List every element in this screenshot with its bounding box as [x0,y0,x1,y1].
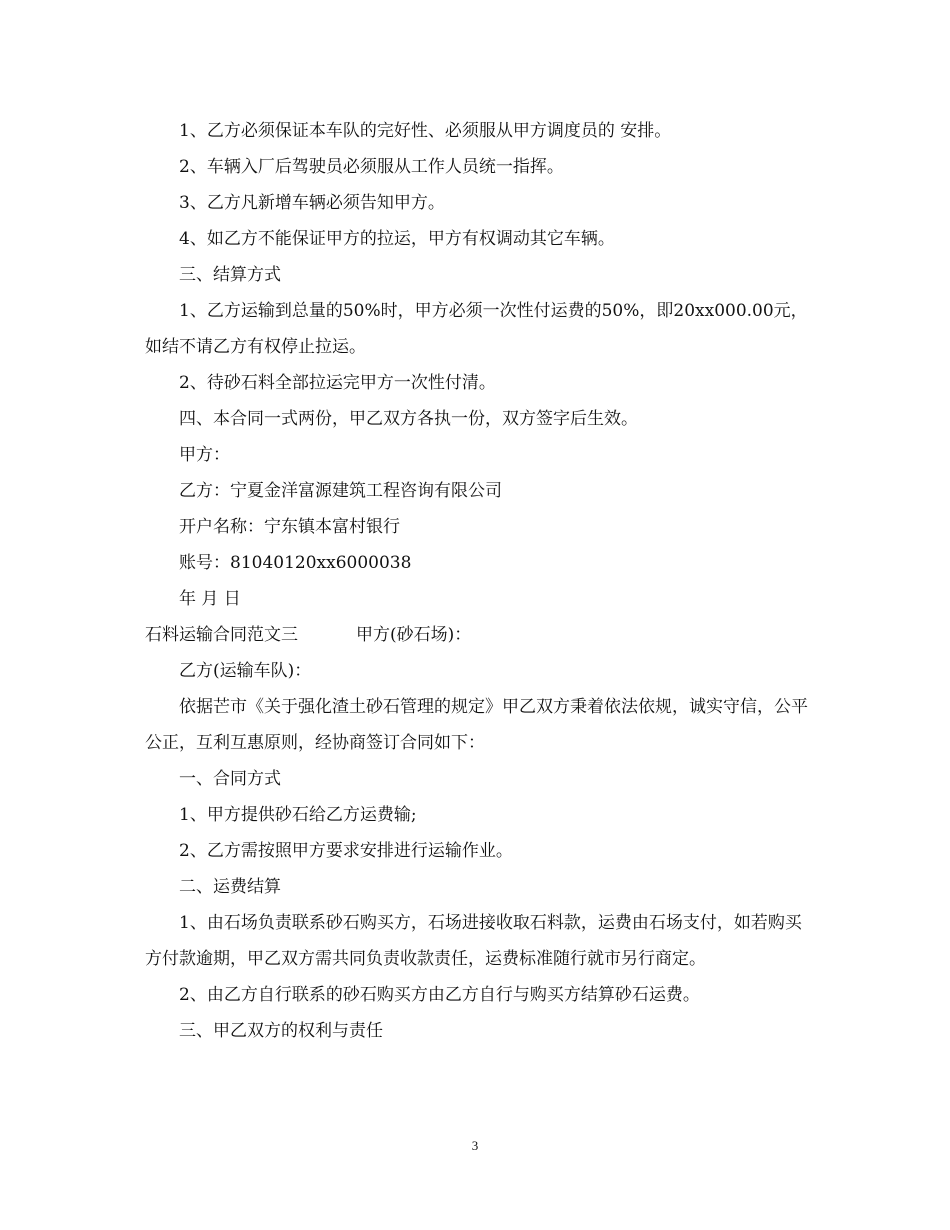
section-heading-rights: 三、甲乙双方的权利与责任 [179,1021,383,1041]
document-body [145,113,810,1049]
clause-paragraph: 3、乙方凡新增车辆必须告知甲方。 [179,193,445,213]
account-name: 开户名称：宁东镇本富村银行 [179,517,400,537]
clause-paragraph: 4、如乙方不能保证甲方的拉运，甲方有权调动其它车辆。 [179,229,615,249]
date-line: 年 月 日 [179,589,241,609]
clause-paragraph: 1、由石场负责联系砂石购买方，石场进接收取石料款，运费由石场支付，如若购买方付款逾期，甲乙双方需共同负责收款责任，运费标准随行就市另行商定。 [145,913,802,969]
section-heading-contract-method: 一、合同方式 [179,769,281,789]
section-heading-freight-settlement: 二、运费结算 [179,877,281,897]
party-a-label: 甲方： [179,445,230,465]
section-party-a: 甲方(砂石场)： [356,625,472,645]
clause-paragraph: 1、乙方运输到总量的50%时，甲方必须一次性付运费的50%，即20xx000.00元，如结不请乙方有权停止拉运。 [145,301,808,357]
section-title-row [145,617,810,653]
page-number: 3 [471,1138,479,1153]
clause-paragraph: 1、乙方必须保证本车队的完好性、必须服从甲方调度员的 安排。 [179,121,672,141]
clause-paragraph: 依据芒市《关于强化渣土砂石管理的规定》甲乙双方秉着依法依规，诚实守信，公平公正，互利互惠原则，经协商签订合同如下： [145,697,808,753]
clause-paragraph: 2、待砂石料全部拉运完甲方一次性付清。 [179,373,496,393]
account-number: 账号：81040120xx6000038 [179,553,412,573]
clause-paragraph: 2、车辆入厂后驾驶员必须服从工作人员统一指挥。 [179,157,564,177]
clause-paragraph: 四、本合同一式两份，甲乙双方各执一份，双方签字后生效。 [179,409,638,429]
party-b-label: 乙方(运输车队)： [179,661,312,681]
clause-paragraph: 1、甲方提供砂石给乙方运费输; [179,805,417,825]
clause-paragraph: 2、由乙方自行联系的砂石购买方由乙方自行与购买方结算砂石运费。 [179,985,700,1005]
party-b-label: 乙方：宁夏金洋富源建筑工程咨询有限公司 [179,481,502,501]
section-heading-settlement: 三、结算方式 [179,265,281,285]
section-title: 石料运输合同范文三 [145,625,298,645]
clause-paragraph: 2、乙方需按照甲方要求安排进行运输作业。 [179,841,513,861]
